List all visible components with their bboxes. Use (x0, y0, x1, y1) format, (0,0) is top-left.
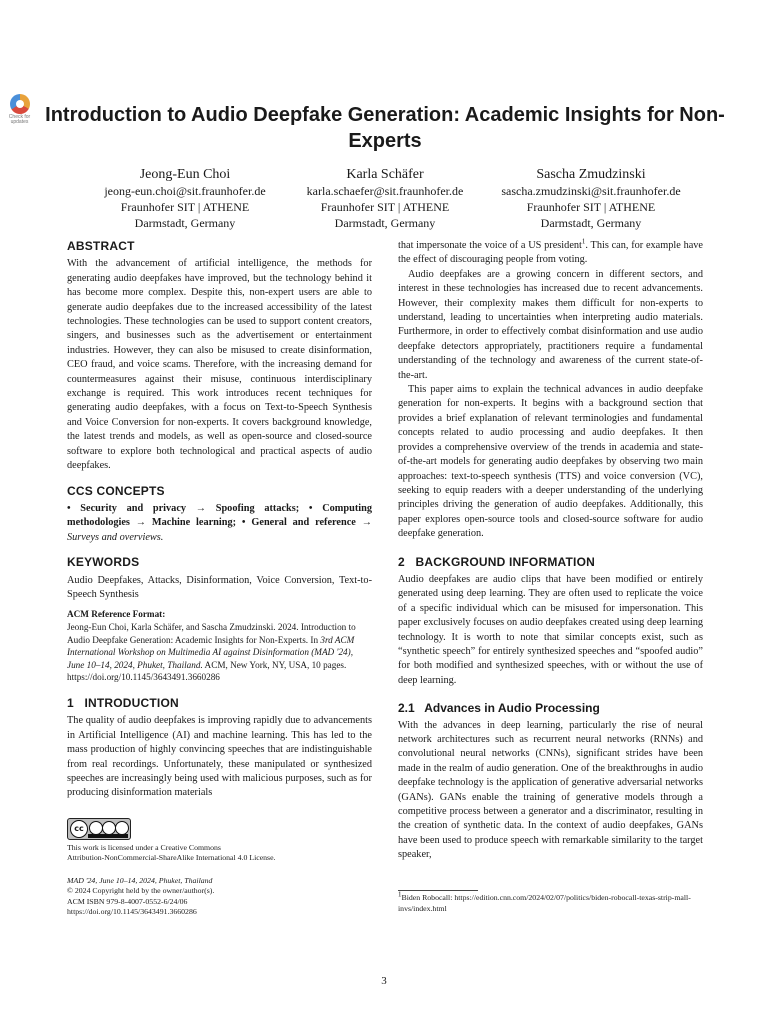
ccs-item: • General and reference → (241, 517, 372, 529)
cc-icon: cc (70, 820, 88, 838)
right-column (398, 239, 703, 863)
author-email: jeong-eun.choi@sit.fraunhofer.de (104, 184, 266, 198)
footnote-text[interactable]: Biden Robocall: https://edition.cnn.com/2024/02/07/politics/biden-robocall-texas-strip-mall-invs/index.html (398, 893, 691, 913)
background-text: Audio deepfakes are audio clips that have been modified or entirely generated using deep learning. They are often used to replicate the voice of a specific individual which can be misused for impersonation. This paper exclusively focuses on audio deepfakes created using deep learning technology. It is worth to note that similar concepts exist, such as “synthetic speech” for entirely synthesized speeches and “spoofed audio” for both modified and synthesized speeches, with or without the use of deep learning. (398, 573, 703, 686)
abstract-text: With the advancement of artificial intelligence, the methods for generating audio deepfakes have improved, but the technology behind it has become more complex. Despite this, non-expert users are able to generate audio deepfakes due to the increased accessibility of the latest technologies. These technologies can be used to support content creators, singers, and businesses such as the advertisement or entertainment industries. However, they can also be misused to create disinformation, CEO fraud, and voice scams. Therefore, with the increasing demand for countermeasures against their misuse, continuous interdisciplinary exchange is required. This work introduces recent techniques for generating audio deepfakes, with a focus on Text-to-Speech Synthesis and Voice Conversion for non-experts. It covers background knowledge, the latest trends and models, as well as open-source and closed-source software to explore both technological and practical aspects of audio deepfakes. (67, 258, 372, 472)
keywords-section (67, 555, 372, 602)
venue-line: MAD '24, June 10–14, 2024, Phuket, Thailand (67, 875, 213, 885)
ccs-heading: CCS CONCEPTS (67, 483, 165, 498)
by-icon (89, 821, 103, 835)
badge-label: Check for updates (8, 114, 31, 125)
paragraph-text: . This can, for example have the effect of discouraging people from voting. (398, 240, 704, 266)
author-affiliation: Fraunhofer SIT | ATHENE (120, 199, 250, 214)
left-column (67, 239, 372, 801)
author-location: Darmstadt, Germany (334, 215, 436, 230)
footnote (398, 890, 703, 914)
ccs-item: • Security and privacy → Spoofing attacks; (67, 502, 309, 514)
ccs-concepts (67, 502, 372, 545)
paragraph (398, 239, 703, 268)
author-block (280, 165, 490, 231)
author-email: karla.schaefer@sit.fraunhofer.de (306, 184, 464, 198)
paragraph: Audio deepfakes are a growing concern in different sectors, and interest in these technologies has increased due to recent advancements. However, their complexity makes them difficult for non-experts to understand, leading to uncertainties when interpreting audio materials. Furthermore, in order to effectively combat disinformation and use audio deepfake detectors appropriately, practitioners require a fundamental understanding of the technology and awareness of the current state-of-the-art. (398, 268, 703, 381)
keywords-text: Audio Deepfakes, Attacks, Disinformation, Voice Conversion, Text-to-Speech Synthesis (67, 574, 372, 600)
ccs-section (67, 484, 372, 546)
ccs-item: • Computing methodologies → Machine learning; (67, 502, 372, 529)
introduction-heading: 1 INTRODUCTION (67, 695, 179, 710)
reference-authors: Jeong-Eun Choi, Karla Schäfer, and Sascha Zmudzinski. 2024. Introduction to Audio Deepfake Generation: Academic Insights for Non-Experts. In (67, 621, 356, 645)
isbn-line: ACM ISBN 979-8-4007-0552-6/24/06 (67, 896, 188, 906)
introduction-text: The quality of audio deepfakes is improving rapidly due to advancements in Artificial Intelligence (AI) and machine learning. This has led to the mass production of highly convincing speeches that are indistinguishable from real recordings. Unfortunately, these manipulated or synthesized speeches are increasingly being used with malicious purposes, such as for producing disinformation materials (67, 715, 372, 799)
acm-reference (67, 608, 372, 684)
reference-venue: 3rd ACM International Workshop on Multimedia AI against Disinformation (MAD '24), June 10–14, 2024, Phuket, Thailand. (67, 634, 355, 670)
doi-link[interactable]: https://doi.org/10.1145/3643491.3660286 (67, 907, 197, 917)
author-email: sascha.zmudzinski@sit.fraunhofer.de (501, 184, 681, 198)
reference-tail[interactable]: ACM, New York, NY, USA, 10 pages. https://doi.org/10.1145/3643491.3660286 (67, 659, 347, 683)
paragraph: This paper aims to explain the technical advances in audio deepfake generation for non-experts. It begins with a background section that provides a brief explanation of relevant terminologies and fundamental concepts related to audio processing and audio deepfakes. It then provides a comprehensive overview of the trends in academia and state-of-the-art models for generating audio deepfakes by observing two main approaches: text-to-speech synthesis (TTS) and voice conversion (VC), seeking to equip readers with a deeper understanding of the underlying principles driving the generation of audio deepfakes. Additionally, this paper explores open-source tools and closed-source software for audio deepfake generation. (398, 384, 703, 540)
author-name: Sascha Zmudzinski (536, 167, 646, 182)
paragraph-text: that impersonate the voice of a US president (398, 240, 582, 251)
background-section (398, 555, 703, 689)
license-line: This work is licensed under a Creative Commons (67, 843, 221, 852)
author-location: Darmstadt, Germany (540, 215, 642, 230)
author-name: Karla Schäfer (346, 167, 424, 182)
page-number: 3 (381, 975, 387, 987)
subsection-heading: 2.1 Advances in Audio Processing (398, 701, 600, 716)
author-block (486, 165, 696, 231)
author-affiliation: Fraunhofer SIT | ATHENE (526, 199, 656, 214)
publication-info (67, 876, 372, 918)
abstract-heading: ABSTRACT (67, 239, 135, 253)
footnote-number: 1 (398, 890, 402, 899)
acm-reference-label: ACM Reference Format: (67, 609, 166, 620)
author-name: Jeong-Eun Choi (139, 167, 231, 182)
author-affiliation: Fraunhofer SIT | ATHENE (320, 199, 450, 214)
copyright-line: © 2024 Copyright held by the owner/author(s). (67, 886, 215, 896)
check-for-updates-badge[interactable] (6, 94, 33, 128)
paper-title: Introduction to Audio Deepfake Generation: Academic Insights for Non-Experts (45, 104, 725, 152)
license-bar (88, 834, 128, 838)
keywords-heading: KEYWORDS (67, 555, 140, 570)
license-line: Attribution-NonCommercial-ShareAlike International 4.0 License. (67, 853, 276, 863)
introduction-section (67, 696, 372, 801)
subsection-text: With the advances in deep learning, particularly the rise of neural network architectures such as recurrent neural networks (RNNs) and convolutional neural networks (CNNs), significant strides have been made in the realm of audio generation. One of the breakthroughs in audio deepfake technology is the application of generative adversarial networks (GANs). GANs enable the training of generative models through a competitive process between a generator and a discriminator, resulting in the creation of synthetic data. In the context of audio deepfakes, GANs have been used to produce speech with remarkable similarity to the target speaker, (398, 719, 703, 861)
creative-commons-logo[interactable] (67, 818, 131, 840)
ccs-item-italic: Surveys and overviews. (67, 531, 164, 543)
footnote-marker[interactable]: 1 (581, 237, 586, 246)
footnote-rule (398, 890, 478, 891)
license-block (67, 818, 372, 917)
subsection (398, 701, 703, 862)
author-location: Darmstadt, Germany (134, 215, 236, 230)
sa-icon (115, 821, 129, 835)
nc-icon (102, 821, 116, 835)
author-block (80, 165, 290, 231)
crossmark-icon (10, 94, 30, 114)
background-heading: 2 BACKGROUND INFORMATION (398, 554, 595, 569)
